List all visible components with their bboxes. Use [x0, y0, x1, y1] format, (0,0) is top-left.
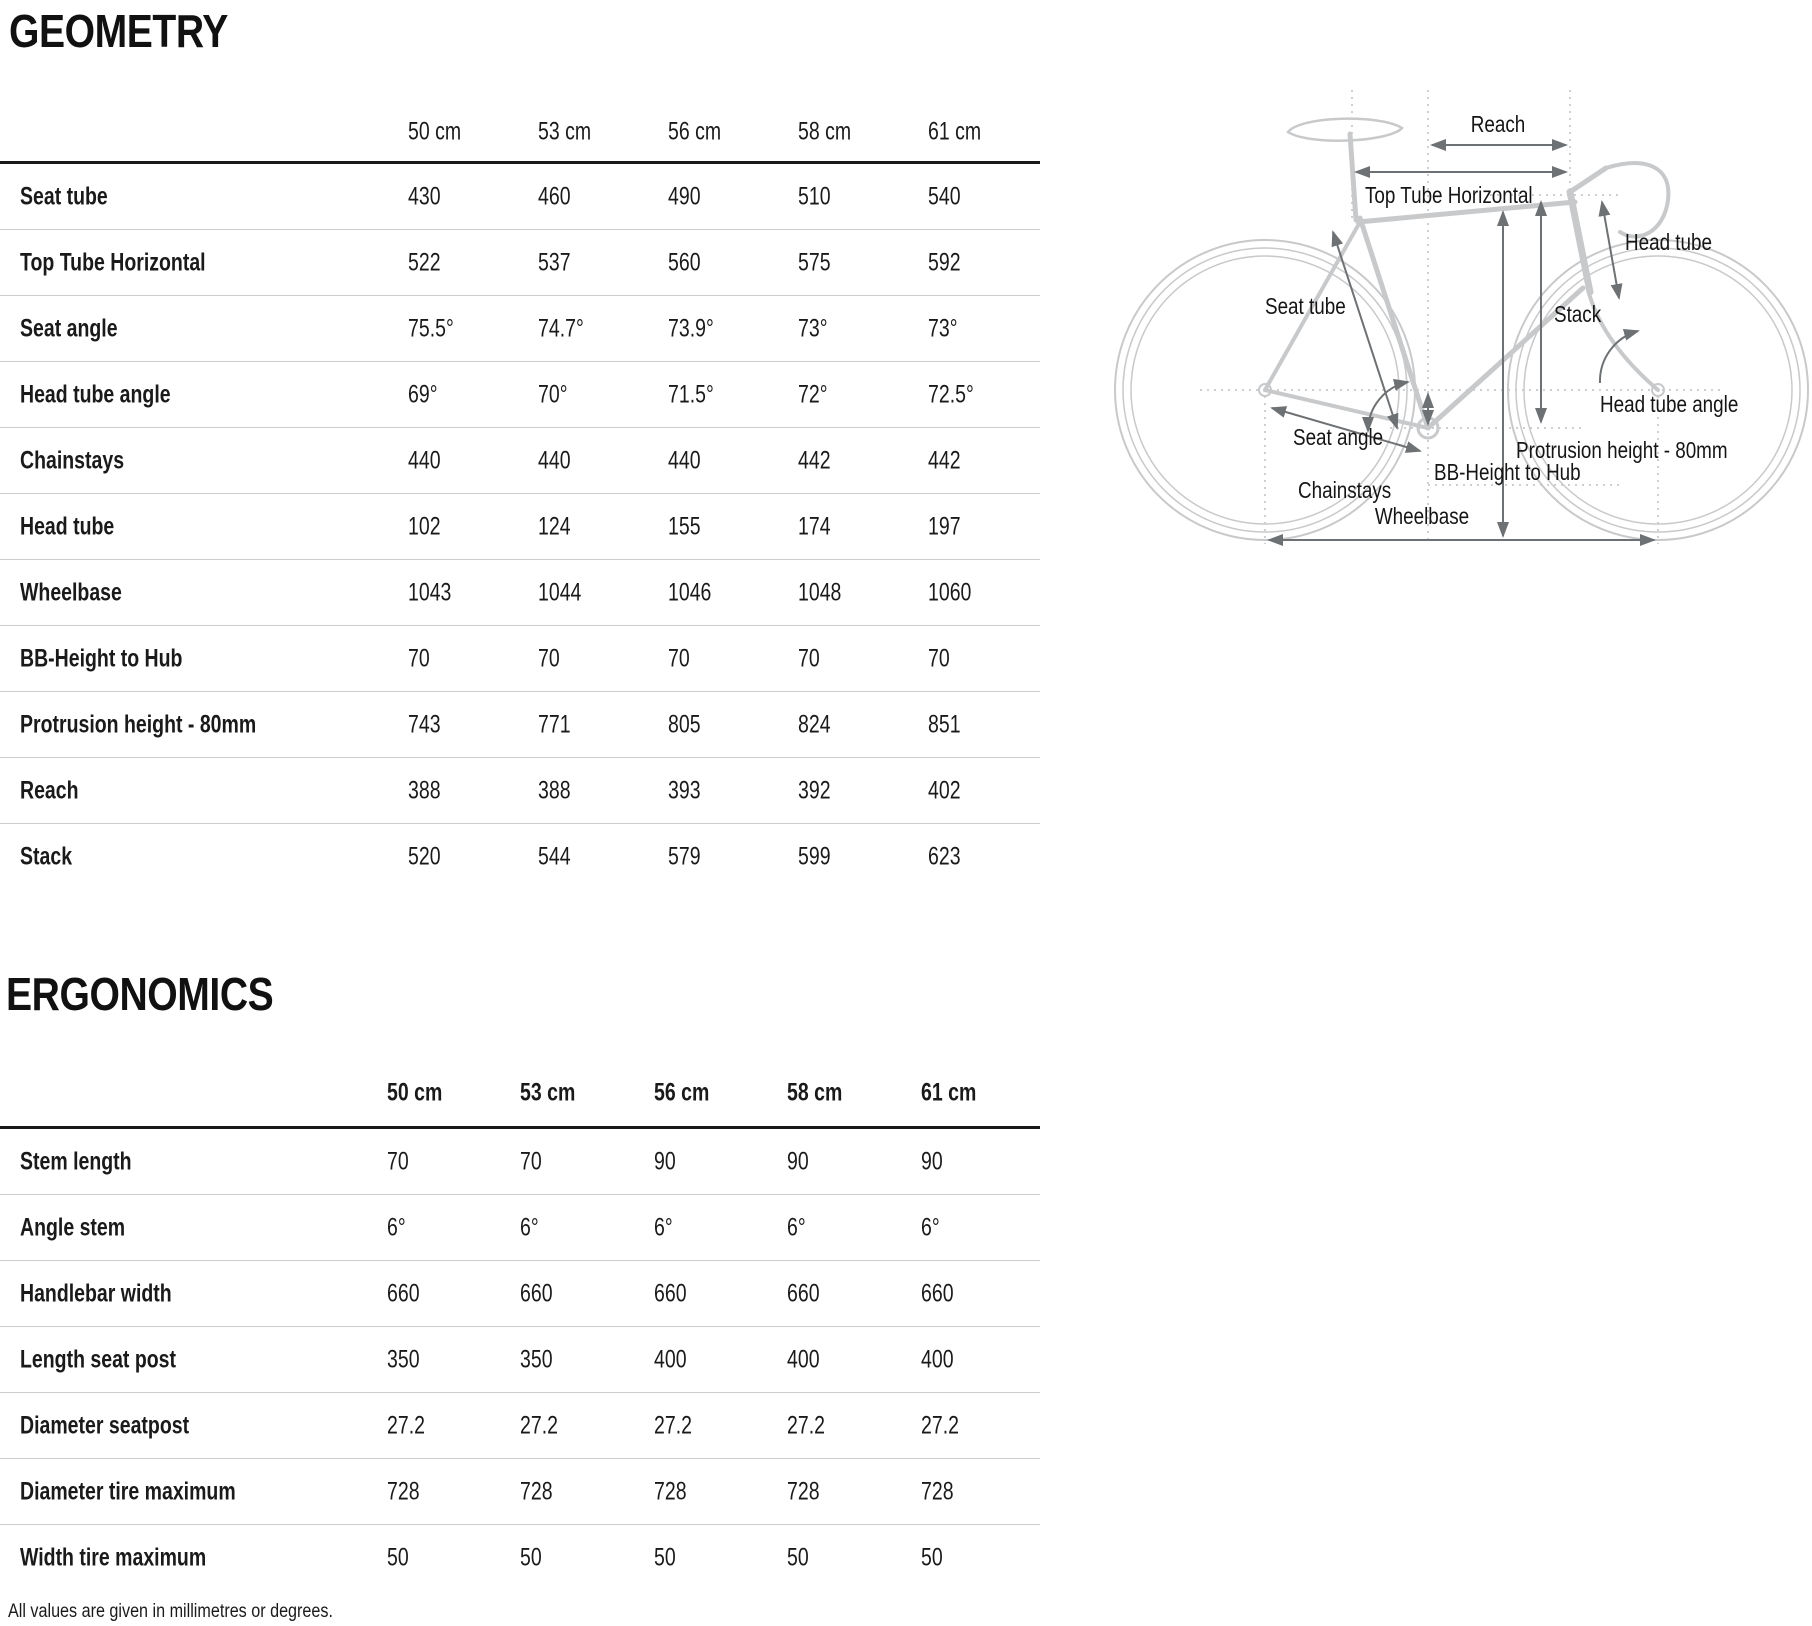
table-cell: 520 — [408, 842, 441, 870]
table-cell: 50 — [787, 1543, 809, 1571]
table-cell: 70 — [928, 644, 950, 672]
table-cell: 400 — [921, 1345, 954, 1373]
size-column-header: 50 cm — [408, 117, 462, 146]
reach-label: Reach — [1470, 112, 1526, 138]
size-column-header: 56 cm — [654, 1078, 710, 1107]
head-tube-angle-label: Head tube angle — [1600, 392, 1739, 418]
table-cell: 1060 — [928, 578, 972, 606]
table-cell: 70 — [387, 1147, 409, 1175]
table-cell: 72.5° — [928, 380, 974, 408]
row-label: BB-Height to Hub — [20, 644, 183, 672]
geometry-table — [0, 161, 1040, 889]
row-label: Wheelbase — [20, 578, 122, 606]
row-label: Angle stem — [20, 1213, 126, 1241]
table-cell: 442 — [798, 446, 831, 474]
table-cell: 73° — [798, 314, 828, 342]
head-tube-label: Head tube — [1625, 230, 1712, 256]
row-label: Length seat post — [20, 1345, 177, 1373]
table-cell: 510 — [798, 182, 831, 210]
size-column-header: 58 cm — [787, 1078, 843, 1107]
table-cell: 442 — [928, 446, 961, 474]
table-row — [0, 560, 1040, 626]
table-cell: 728 — [387, 1477, 420, 1505]
table-cell: 660 — [520, 1279, 553, 1307]
table-cell: 1043 — [408, 578, 452, 606]
table-cell: 72° — [798, 380, 828, 408]
table-cell: 1048 — [798, 578, 842, 606]
table-row — [0, 428, 1040, 494]
protrusion-label: Protrusion height - 80mm — [1516, 438, 1728, 464]
table-cell: 728 — [520, 1477, 553, 1505]
table-row — [0, 1459, 1040, 1525]
table-cell: 350 — [387, 1345, 420, 1373]
stem-line — [1570, 168, 1606, 192]
table-cell: 69° — [408, 380, 438, 408]
table-row — [0, 1525, 1040, 1590]
table-cell: 771 — [538, 710, 571, 738]
seat-angle-label: Seat angle — [1293, 425, 1384, 451]
table-cell: 50 — [520, 1543, 542, 1571]
table-cell: 743 — [408, 710, 441, 738]
table-cell: 660 — [787, 1279, 820, 1307]
table-cell: 73° — [928, 314, 958, 342]
table-cell: 90 — [654, 1147, 676, 1175]
size-column-header: 61 cm — [928, 117, 982, 146]
table-cell: 660 — [921, 1279, 954, 1307]
table-cell: 90 — [787, 1147, 809, 1175]
table-cell: 728 — [921, 1477, 954, 1505]
table-row — [0, 1393, 1040, 1459]
wheelbase-label: Wheelbase — [1374, 504, 1470, 530]
table-row — [0, 164, 1040, 230]
table-cell: 623 — [928, 842, 961, 870]
chainstays-label: Chainstays — [1298, 478, 1392, 504]
table-cell: 728 — [787, 1477, 820, 1505]
saddle — [1288, 119, 1402, 141]
seatpost-line — [1350, 134, 1356, 220]
table-cell: 74.7° — [538, 314, 584, 342]
table-cell: 197 — [928, 512, 961, 540]
ergonomics-table — [0, 1126, 1040, 1590]
row-label: Head tube angle — [20, 380, 171, 408]
head-tube-angle-arc — [1600, 331, 1638, 383]
table-row — [0, 494, 1040, 560]
table-row — [0, 362, 1040, 428]
table-cell: 71.5° — [668, 380, 714, 408]
table-row — [0, 758, 1040, 824]
table-cell: 388 — [408, 776, 441, 804]
table-cell: 6° — [387, 1213, 406, 1241]
table-cell: 75.5° — [408, 314, 454, 342]
row-label: Chainstays — [20, 446, 125, 474]
row-label: Width tire maximum — [20, 1543, 207, 1571]
table-row — [0, 296, 1040, 362]
row-label: Protrusion height - 80mm — [20, 710, 257, 738]
row-label: Handlebar width — [20, 1279, 172, 1307]
table-cell: 824 — [798, 710, 831, 738]
table-cell: 440 — [538, 446, 571, 474]
table-cell: 388 — [538, 776, 571, 804]
table-cell: 599 — [798, 842, 831, 870]
table-row — [0, 1261, 1040, 1327]
table-cell: 579 — [668, 842, 701, 870]
table-cell: 1044 — [538, 578, 582, 606]
table-cell: 50 — [387, 1543, 409, 1571]
table-cell: 350 — [520, 1345, 553, 1373]
table-cell: 560 — [668, 248, 701, 276]
table-cell: 592 — [928, 248, 961, 276]
row-label: Diameter tire maximum — [20, 1477, 236, 1505]
size-column-header: 56 cm — [668, 117, 722, 146]
table-cell: 174 — [798, 512, 831, 540]
geometry-section-title: GEOMETRY — [9, 5, 228, 57]
table-cell: 392 — [798, 776, 831, 804]
table-cell: 90 — [921, 1147, 943, 1175]
size-column-header: 53 cm — [538, 117, 592, 146]
handlebar — [1606, 163, 1668, 236]
table-cell: 1046 — [668, 578, 712, 606]
bike-geometry-diagram — [1060, 60, 1812, 580]
chainstay-tube — [1265, 390, 1428, 428]
top-tube-label: Top Tube Horizontal — [1365, 183, 1533, 209]
table-cell: 440 — [668, 446, 701, 474]
table-cell: 70° — [538, 380, 568, 408]
table-cell: 27.2 — [654, 1411, 692, 1439]
row-label: Seat angle — [20, 314, 118, 342]
table-row — [0, 230, 1040, 296]
row-label: Head tube — [20, 512, 115, 540]
table-row — [0, 1327, 1040, 1393]
size-column-header: 50 cm — [387, 1078, 443, 1107]
table-cell: 540 — [928, 182, 961, 210]
table-cell: 155 — [668, 512, 701, 540]
table-cell: 400 — [787, 1345, 820, 1373]
table-cell: 73.9° — [668, 314, 714, 342]
bb-height-label: BB-Height to Hub — [1434, 460, 1581, 486]
table-cell: 50 — [921, 1543, 943, 1571]
table-cell: 851 — [928, 710, 961, 738]
table-cell: 393 — [668, 776, 701, 804]
table-row — [0, 1129, 1040, 1195]
geometry-table-header — [0, 104, 1040, 160]
table-cell: 430 — [408, 182, 441, 210]
table-cell: 728 — [654, 1477, 687, 1505]
table-cell: 27.2 — [787, 1411, 825, 1439]
stack-label: Stack — [1554, 302, 1602, 328]
table-cell: 544 — [538, 842, 571, 870]
diagram-labels — [1265, 112, 1738, 529]
table-cell: 522 — [408, 248, 441, 276]
row-label: Top Tube Horizontal — [20, 248, 206, 276]
table-row — [0, 626, 1040, 692]
row-label: Stem length — [20, 1147, 132, 1175]
row-label: Diameter seatpost — [20, 1411, 190, 1439]
units-footnote-text: All values are given in millimetres or degrees. — [8, 1601, 333, 1622]
table-cell: 70 — [520, 1147, 542, 1175]
table-cell: 70 — [538, 644, 560, 672]
table-cell: 6° — [520, 1213, 539, 1241]
table-cell: 102 — [408, 512, 441, 540]
table-cell: 27.2 — [921, 1411, 959, 1439]
table-cell: 575 — [798, 248, 831, 276]
table-cell: 537 — [538, 248, 571, 276]
seat-tube-label: Seat tube — [1265, 294, 1346, 320]
table-cell: 660 — [387, 1279, 420, 1307]
row-label: Stack — [20, 842, 73, 870]
row-label: Seat tube — [20, 182, 108, 210]
table-row — [0, 1195, 1040, 1261]
table-cell: 805 — [668, 710, 701, 738]
seat-tube-line — [1360, 218, 1428, 428]
table-cell: 440 — [408, 446, 441, 474]
seat-tube-arrow — [1333, 232, 1397, 428]
table-row — [0, 824, 1040, 889]
units-footnote — [8, 1601, 390, 1623]
table-cell: 490 — [668, 182, 701, 210]
table-cell: 402 — [928, 776, 961, 804]
size-column-header: 53 cm — [520, 1078, 576, 1107]
table-cell: 460 — [538, 182, 571, 210]
table-cell: 50 — [654, 1543, 676, 1571]
table-cell: 27.2 — [520, 1411, 558, 1439]
table-cell: 6° — [787, 1213, 806, 1241]
table-cell: 6° — [654, 1213, 673, 1241]
size-column-header: 61 cm — [921, 1078, 977, 1107]
table-cell: 70 — [798, 644, 820, 672]
size-column-header: 58 cm — [798, 117, 852, 146]
table-cell: 400 — [654, 1345, 687, 1373]
table-cell: 124 — [538, 512, 571, 540]
table-cell: 6° — [921, 1213, 940, 1241]
table-cell: 660 — [654, 1279, 687, 1307]
table-cell: 70 — [668, 644, 690, 672]
row-label: Reach — [20, 776, 79, 804]
table-row — [0, 692, 1040, 758]
table-cell: 27.2 — [387, 1411, 425, 1439]
table-cell: 70 — [408, 644, 430, 672]
ergonomics-section-title: ERGONOMICS — [6, 968, 274, 1020]
ergonomics-table-header — [0, 1065, 1040, 1121]
